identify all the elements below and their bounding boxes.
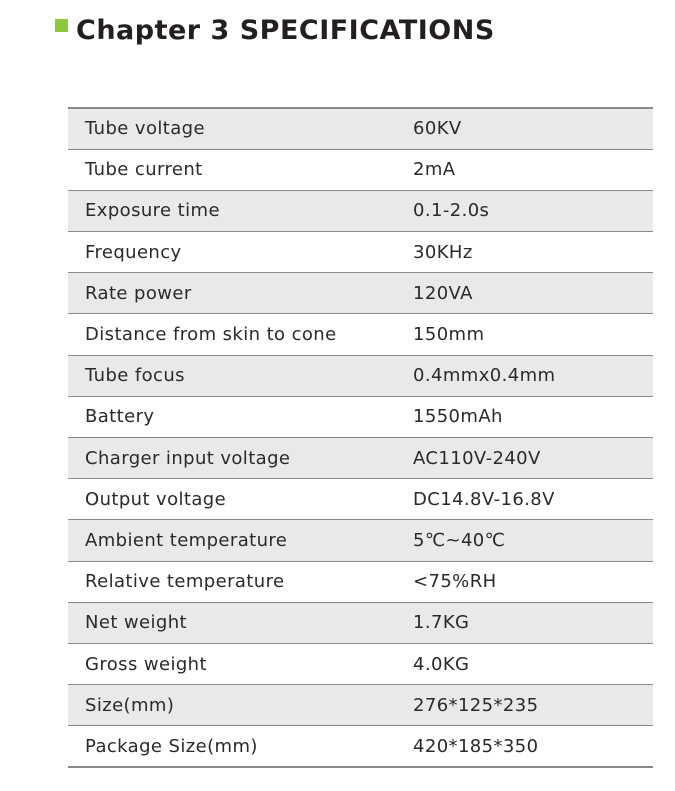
spec-label: Relative temperature (68, 561, 396, 602)
spec-row (68, 149, 653, 190)
spec-row (68, 396, 653, 437)
spec-row (68, 108, 653, 149)
spec-label: Distance from skin to cone (68, 314, 396, 355)
spec-row (68, 479, 653, 520)
spec-label: Ambient temperature (68, 520, 396, 561)
spec-label: Battery (68, 396, 396, 437)
spec-label: Rate power (68, 273, 396, 314)
spec-value: <75%RH (396, 561, 653, 602)
spec-value: AC110V-240V (396, 438, 653, 479)
spec-value: 120VA (396, 273, 653, 314)
spec-value: 60KV (396, 108, 653, 149)
spec-label: Output voltage (68, 479, 396, 520)
spec-label: Charger input voltage (68, 438, 396, 479)
spec-row (68, 602, 653, 643)
spec-value: 0.4mmx0.4mm (396, 355, 653, 396)
spec-label: Tube current (68, 149, 396, 190)
spec-value: 420*185*350 (413, 735, 539, 757)
spec-label: Size(mm) (68, 685, 396, 726)
spec-label: Tube voltage (68, 108, 396, 149)
spec-label: Gross weight (68, 643, 396, 684)
spec-row (68, 314, 653, 355)
spec-label: Package Size(mm) (85, 735, 258, 757)
spec-value: 1.7KG (396, 602, 653, 643)
spec-value: 150mm (396, 314, 653, 355)
spec-value: 276*125*235 (396, 685, 653, 726)
spec-label: Frequency (68, 232, 396, 273)
green-square-icon (55, 19, 68, 32)
spec-label: Tube focus (68, 355, 396, 396)
spec-value: DC14.8V-16.8V (396, 479, 653, 520)
spec-row (68, 685, 653, 726)
spec-value: 5℃~40℃ (396, 520, 653, 561)
spec-value: 0.1-2.0s (396, 190, 653, 231)
spec-row (68, 643, 653, 684)
spec-row (68, 726, 653, 767)
page-title: Chapter 3 SPECIFICATIONS (76, 14, 495, 46)
spec-row (68, 438, 653, 479)
spec-label: Exposure time (68, 190, 396, 231)
spec-row (68, 273, 653, 314)
spec-row (68, 561, 653, 602)
chapter-header (55, 10, 495, 50)
spec-row (68, 355, 653, 396)
spec-value: 1550mAh (396, 396, 653, 437)
spec-row (68, 190, 653, 231)
specifications-table (68, 107, 653, 768)
spec-row (68, 232, 653, 273)
spec-value: 4.0KG (396, 643, 653, 684)
spec-value: 2mA (396, 149, 653, 190)
spec-value: 30KHz (396, 232, 653, 273)
spec-label: Net weight (68, 602, 396, 643)
spec-row (68, 520, 653, 561)
